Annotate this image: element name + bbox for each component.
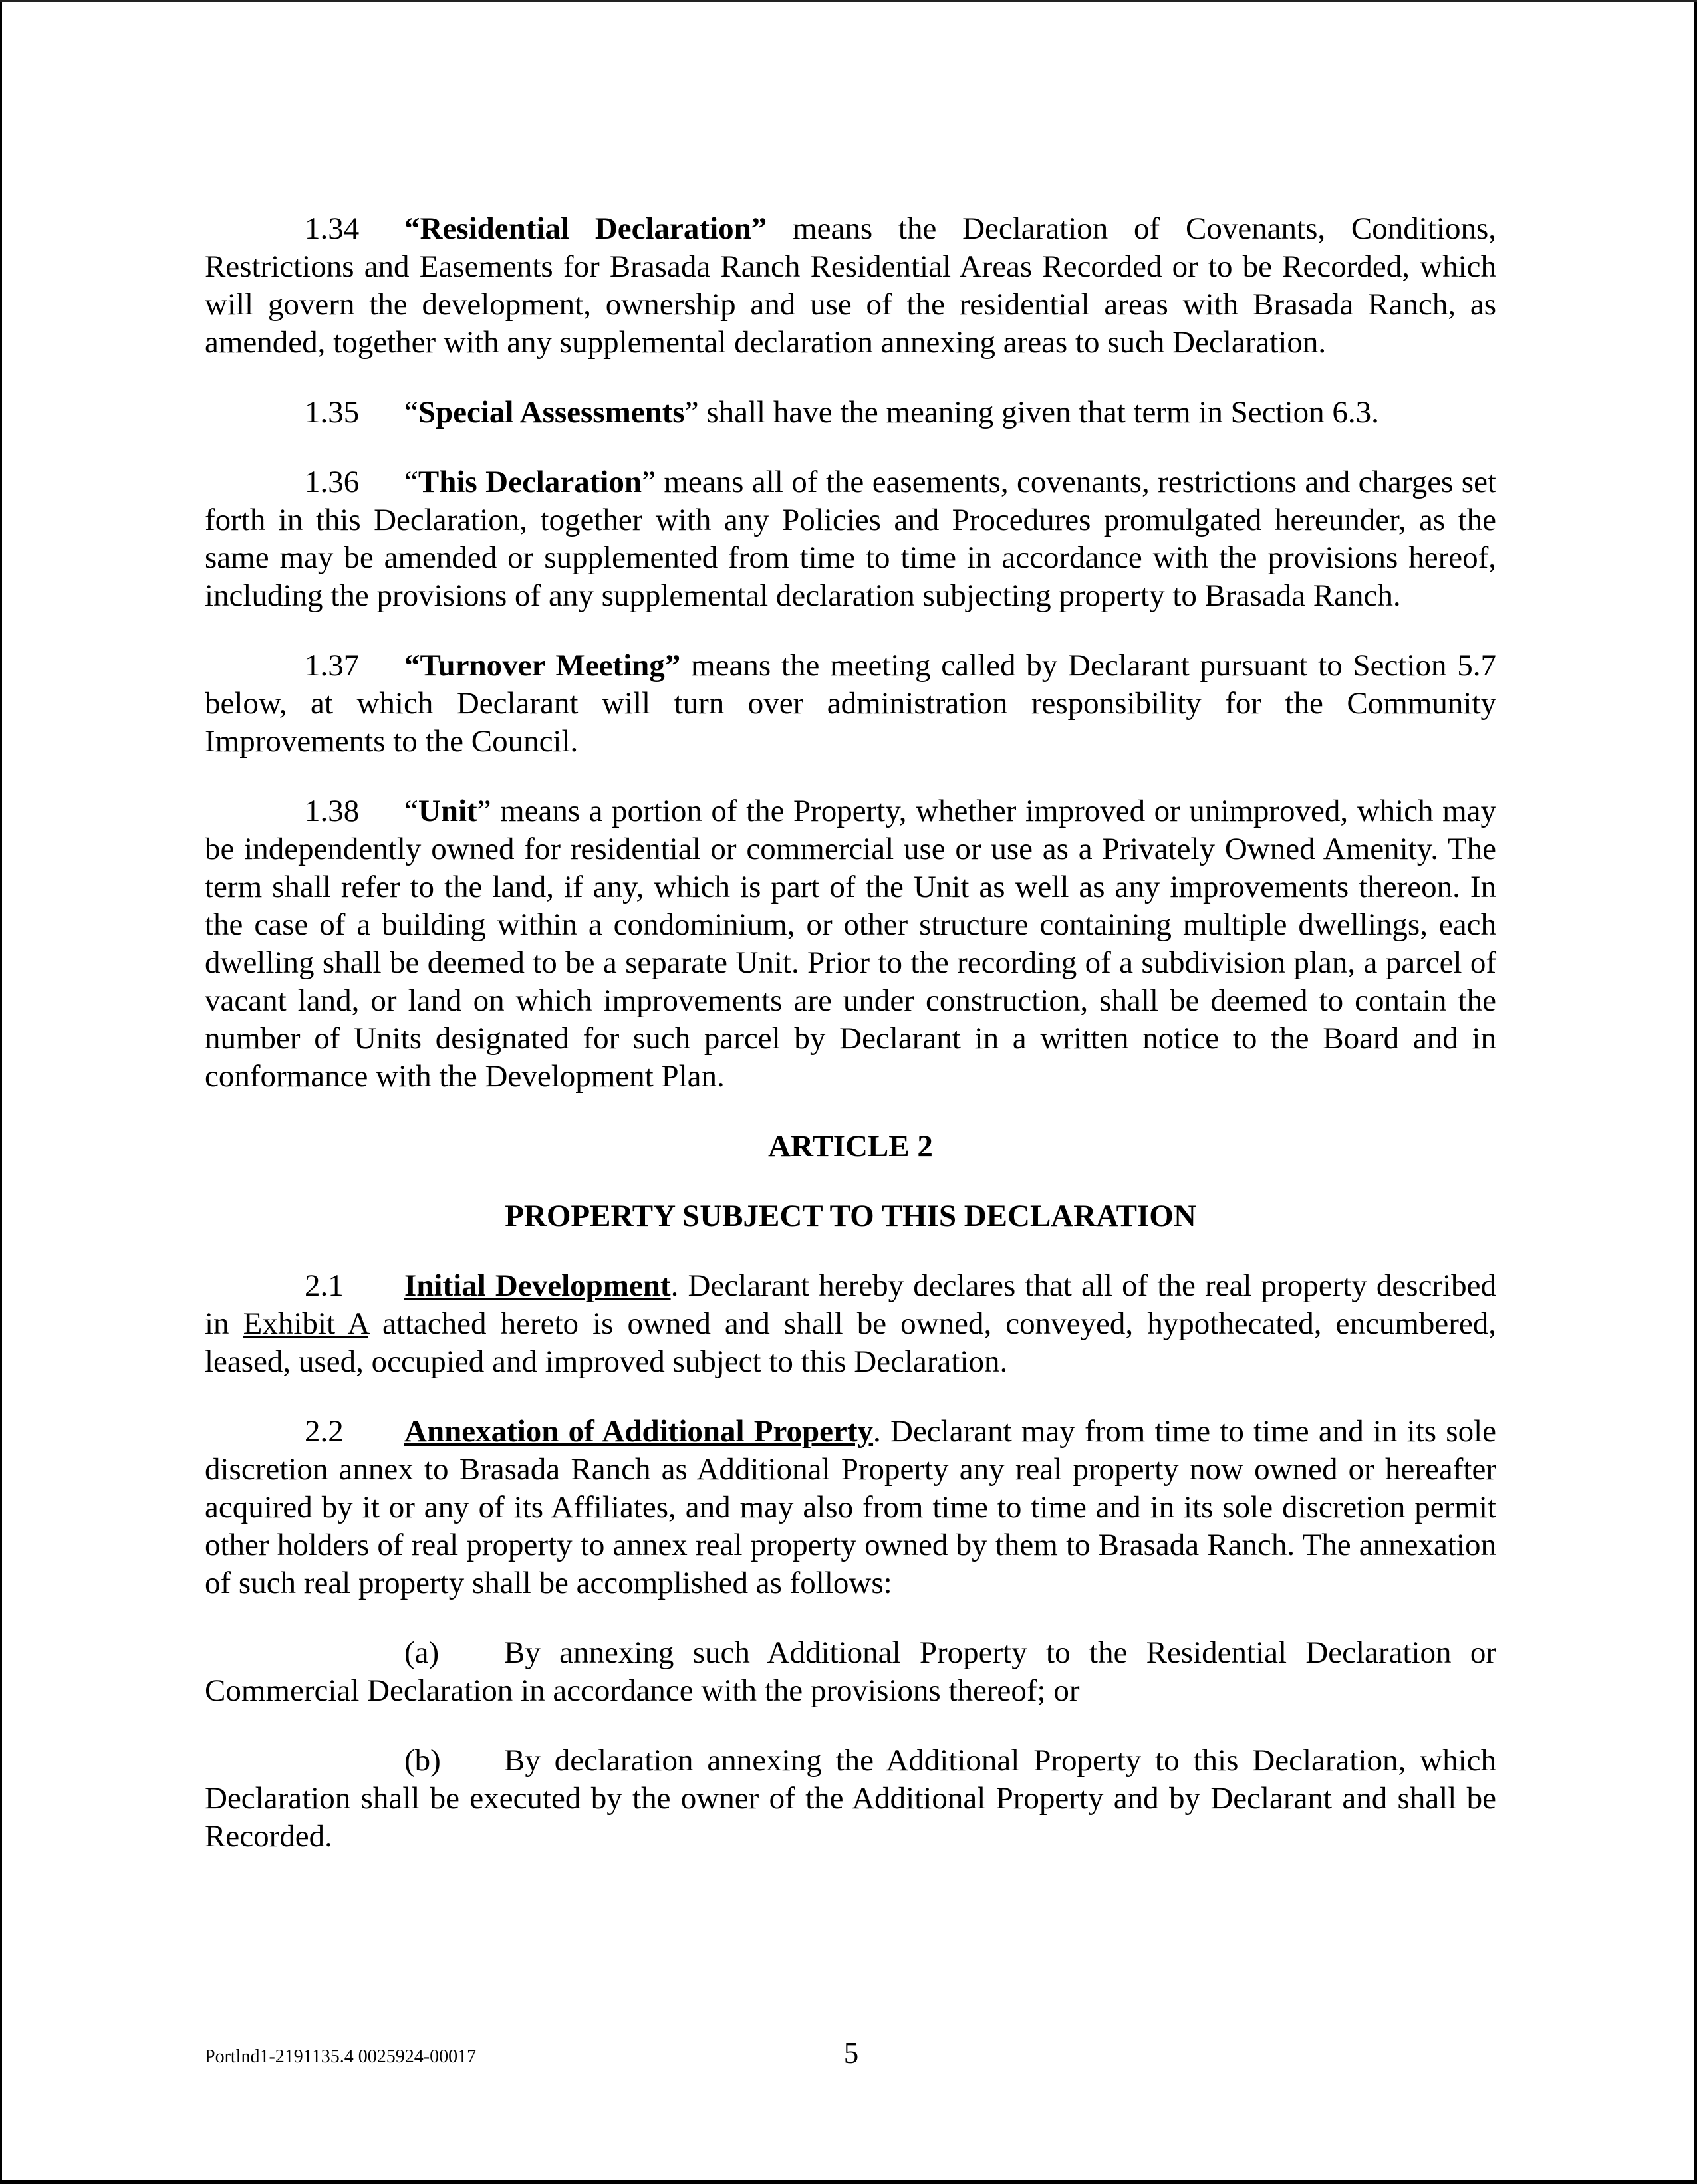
section-text: . Declarant may from time to time and in its sole discretion annex to Brasada Ranch as Additional Property any real property now owned or hereafter acquired by it or any of its Affiliates, and may also from time to time and in its sole discretion permit other holders of real property to annex real property owned by them to Brasada Ranch. The annexation of such real property shall be accomplished as follows:	[205, 1414, 1496, 1600]
section-text: . Declarant hereby declares that all of the real property described in	[205, 1269, 1497, 1341]
article-label: ARTICLE 2	[768, 1129, 933, 1163]
scan-border-left	[0, 0, 2, 2184]
footer-document-id: Portlnd1-2191135.4 0025924-00017	[205, 2046, 477, 2067]
section-number: 1.38	[305, 794, 360, 828]
section-1-36	[205, 463, 1496, 615]
section-text: means the Declaration of Covenants, Conditions, Restrictions and Easements for Brasada Ranch Residential Areas Recorded or to be Recorded, which will govern the development, ownership and use of the residential areas with Brasada Ranch, as amended, together with any supplemental declaration annexing areas to such Declaration.	[205, 211, 1496, 360]
section-heading: Annexation of Additional Property	[404, 1414, 874, 1449]
scan-border-right	[1694, 0, 1697, 2184]
page-number: 5	[843, 2036, 859, 2070]
scan-border-top	[0, 0, 1697, 2]
section-heading: Initial Development	[404, 1269, 671, 1303]
close-quote: ”	[684, 395, 699, 429]
section-number: 2.2	[305, 1414, 344, 1449]
section-text-continued: attached hereto is owned and shall be owned, conveyed, hypothecated, encumbered, leased, used, occupied and improved subject to this Declaration.	[205, 1306, 1497, 1379]
close-quote: ”	[477, 794, 491, 828]
section-text: means all of the easements, covenants, restrictions and charges set forth in this Declaration, together with any Policies and Procedures promulgated hereunder, as the same may be amended or supplemented from time to time in accordance with the provisions hereof, including the provisions of any supplemental declaration subjecting property to Brasada Ranch.	[205, 465, 1496, 613]
section-1-35	[205, 394, 1496, 431]
article-title: PROPERTY SUBJECT TO THIS DECLARATION	[505, 1199, 1196, 1233]
subsection-text: By declaration annexing the Additional Property to this Declaration, which Declaration shall be executed by the owner of the Additional Property and by Declarant and shall be Recorded.	[205, 1743, 1496, 1854]
defined-term: “Residential Declaration”	[404, 211, 767, 246]
section-text: means a portion of the Property, whether improved or unimproved, which may be independently owned for residential or commercial use or use as a Privately Owned Amenity. The term shall refer to the land, if any, which is part of the Unit as well as any improvements thereon. In the case of a building within a condominium, or other structure containing multiple dwellings, each dwelling shall be deemed to be a separate Unit. Prior to the recording of a subdivision plan, a parcel of vacant land, or land on which improvements are under construction, shall be deemed to contain the number of Units designated for such parcel by Declarant in a written notice to the Board and in conformance with the Development Plan.	[205, 794, 1496, 1094]
section-number: 2.1	[305, 1269, 344, 1303]
open-quote: “	[404, 465, 418, 499]
open-quote: “	[404, 395, 418, 429]
exhibit-reference: Exhibit A	[243, 1306, 368, 1341]
section-number: 1.36	[305, 465, 360, 499]
section-text: shall have the meaning given that term in Section 6.3.	[698, 395, 1379, 429]
defined-term: Special Assessments	[418, 395, 685, 429]
section-1-37	[205, 647, 1496, 761]
section-2-1	[205, 1267, 1496, 1381]
section-text: means the meeting called by Declarant pursuant to Section 5.7 below, at which Declarant will turn over administration responsibility for the Community Improvements to the Council.	[205, 648, 1496, 759]
subsection-b	[205, 1742, 1496, 1856]
scan-border-bottom	[0, 2180, 1697, 2184]
document-page	[205, 210, 1496, 1887]
section-1-38	[205, 792, 1496, 1096]
subsection-a	[205, 1634, 1496, 1710]
subsection-letter: (b)	[404, 1743, 441, 1778]
subsection-text: By annexing such Additional Property to the Residential Declaration or Commercial Declaration in accordance with the provisions thereof; or	[205, 1636, 1496, 1708]
section-2-2	[205, 1413, 1496, 1602]
defined-term: “Turnover Meeting”	[404, 648, 681, 683]
defined-term: Unit	[418, 794, 477, 828]
section-number: 1.34	[305, 211, 360, 246]
section-1-34	[205, 210, 1496, 362]
defined-term: This Declaration	[418, 465, 642, 499]
close-quote: ”	[642, 465, 656, 499]
open-quote: “	[404, 794, 418, 828]
section-number: 1.37	[305, 648, 360, 683]
subsection-letter: (a)	[404, 1636, 440, 1670]
section-number: 1.35	[305, 395, 360, 429]
